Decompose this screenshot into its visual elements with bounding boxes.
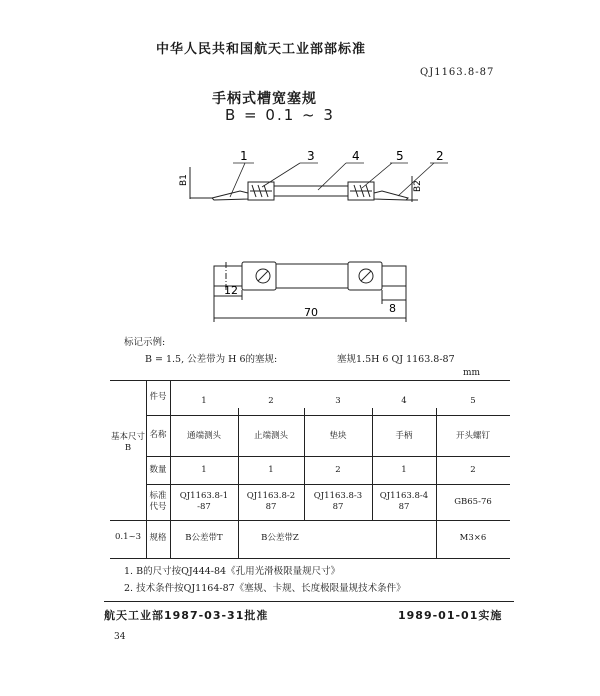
qty-1: 1	[201, 465, 207, 475]
dim-12-label: 12	[224, 284, 238, 297]
spec-2: B公差带Z	[261, 533, 299, 543]
item-no-2: 2	[268, 396, 274, 406]
note-1: 1. B的尺寸按QJ444-84《孔用光滑极限量规尺寸》	[124, 566, 341, 577]
std-code-2: QJ1163.8-2 87	[246, 491, 296, 512]
issuing-authority: 中华人民共和国航天工业部部标准	[156, 42, 367, 57]
qty-3: 2	[335, 465, 341, 475]
qty-5: 2	[470, 465, 476, 475]
part-name-5: 开头螺钉	[455, 431, 490, 441]
std-code-1: QJ1163.8-1 -87	[179, 491, 229, 512]
item-no-5: 5	[470, 396, 476, 406]
callout-5: 5	[396, 149, 404, 163]
part-name-2: 止端测头	[253, 431, 288, 441]
example-heading: 标记示例:	[124, 337, 166, 348]
label-spec: 规格	[149, 533, 167, 543]
spec-1: B公差带T	[185, 533, 223, 543]
approval-date: 航天工业部1987-03-31批准	[104, 609, 269, 622]
standard-code: QJ1163.8-87	[420, 67, 495, 78]
effective-date: 1989-01-01实施	[398, 609, 503, 622]
dim-b2-label: B2	[413, 180, 423, 192]
label-std-code: 标准代号	[149, 491, 167, 512]
part-name-1: 通端测头	[186, 431, 221, 441]
part-name-4: 手柄	[395, 431, 413, 441]
page-title: 手柄式槽宽塞规	[212, 91, 317, 107]
std-code-5: GB65-76	[454, 497, 492, 507]
gauge-drawing	[0, 0, 600, 340]
gauge-side-view	[190, 167, 418, 202]
label-name: 名称	[149, 430, 167, 440]
std-code-3: QJ1163.8-3 87	[313, 491, 363, 512]
example-text: B = 1.5, 公差带为 H 6的塞规:	[145, 354, 278, 365]
basic-size-label: 基本尺寸 B	[111, 432, 146, 453]
footer-rule	[104, 601, 514, 602]
unit-label: mm	[463, 368, 481, 378]
dim-b1-label: B1	[179, 174, 189, 186]
basic-size-value: 0.1~3	[114, 532, 142, 542]
item-no-1: 1	[201, 396, 207, 406]
note-2: 2. 技术条件按QJ1164-87《塞规、卡规、长度极限量规技术条件》	[124, 583, 406, 594]
size-range: B = 0.1 ~ 3	[225, 106, 335, 124]
qty-2: 1	[268, 465, 274, 475]
qty-4: 1	[401, 465, 407, 475]
label-qty: 数量	[149, 465, 167, 475]
item-no-3: 3	[335, 396, 341, 406]
callout-1: 1	[240, 149, 248, 163]
std-code-4: QJ1163.8-4 87	[379, 491, 429, 512]
callout-2: 2	[436, 149, 444, 163]
example-mark: 塞规1.5H 6 QJ 1163.8-87	[337, 354, 455, 365]
item-no-4: 4	[401, 396, 407, 406]
dim-70-label: 70	[304, 306, 318, 319]
dim-8-label: 8	[389, 302, 396, 315]
callout-4: 4	[352, 149, 360, 163]
spec-5: M3×6	[459, 533, 487, 543]
page-number: 34	[114, 632, 126, 642]
callout-3: 3	[307, 149, 315, 163]
label-item-no: 件号	[149, 392, 167, 402]
part-name-3: 垫块	[329, 431, 347, 441]
